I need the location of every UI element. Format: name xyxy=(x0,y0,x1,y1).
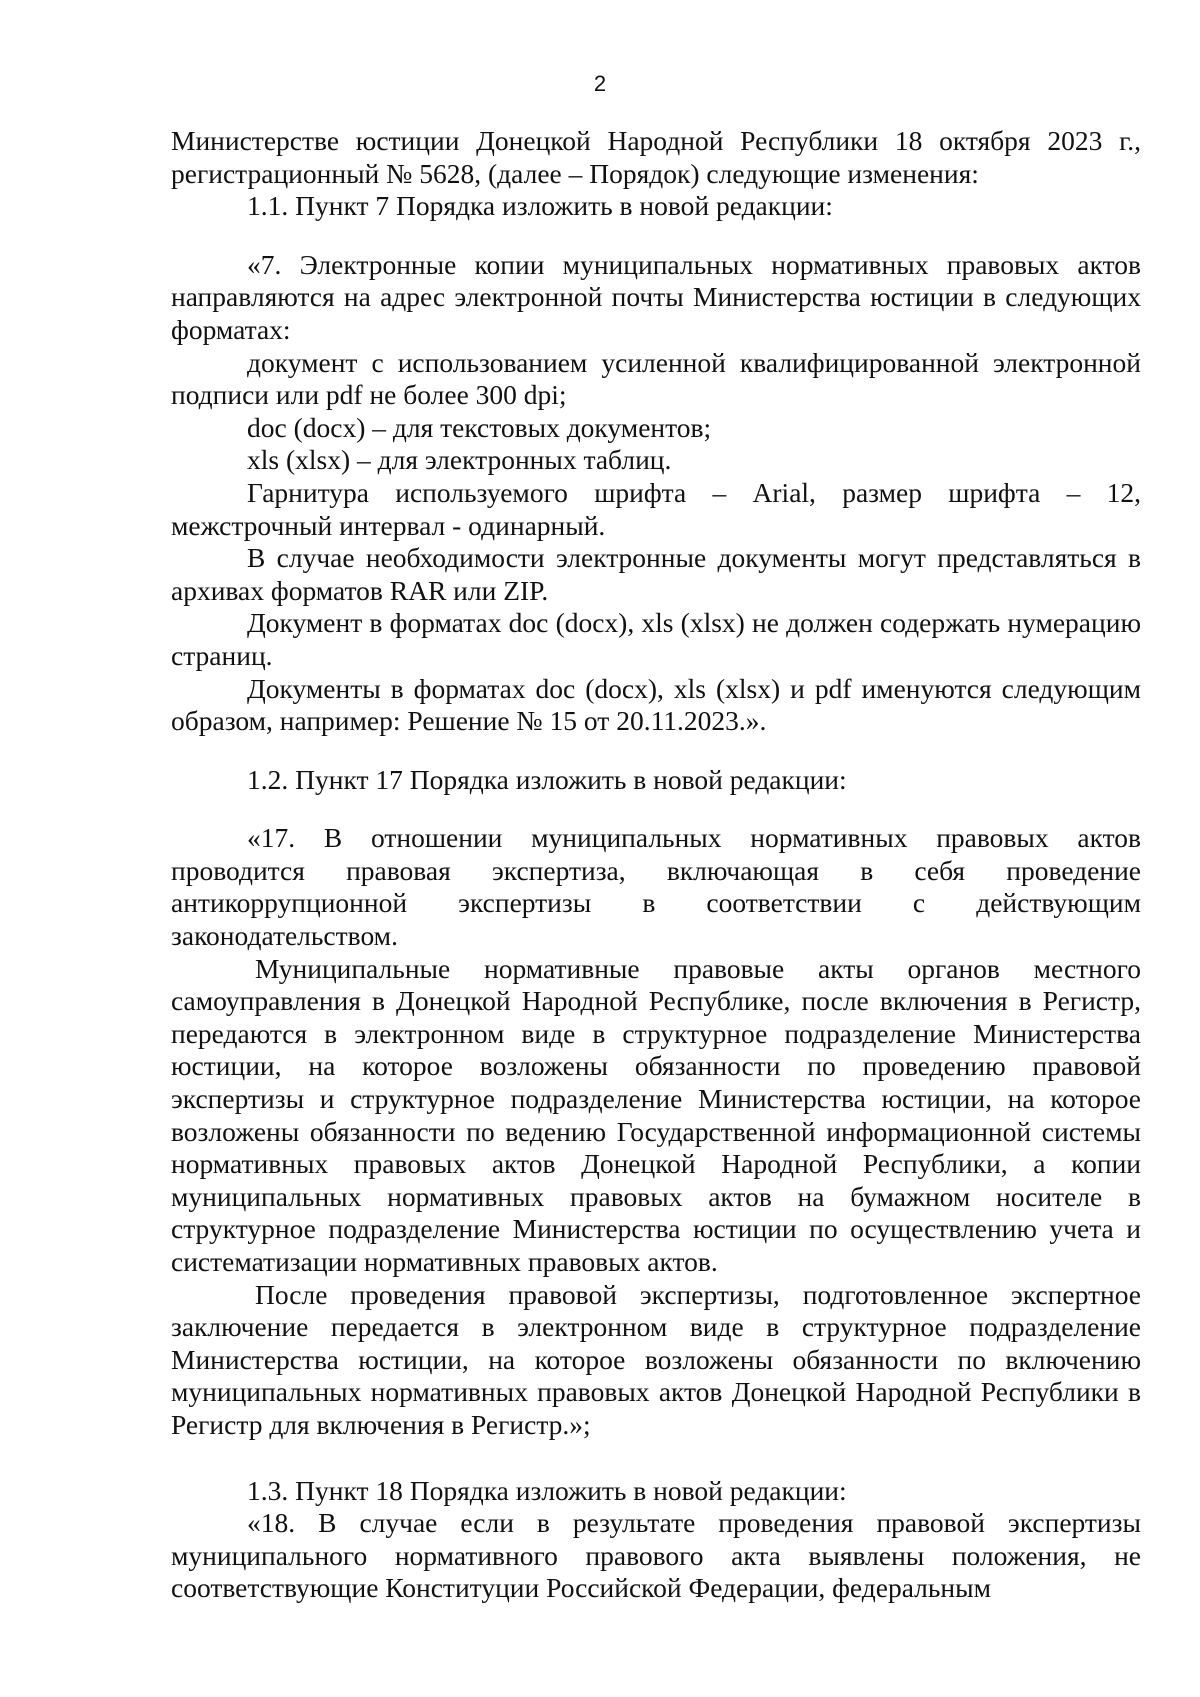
paragraph-archives: В случае необходимости электронные документы могут представляться в архивах форматов RAR или ZIP. xyxy=(171,542,1141,606)
page-number: 2 xyxy=(593,71,607,96)
paragraph-point-17: «17. В отношении муниципальных нормативных правовых актов проводится правовая экспертиза, включающая в себя проведение антикоррупционной экспертизы в соответствии с действующим законодательством. xyxy=(171,822,1141,952)
paragraph-point-7: «7. Электронные копии муниципальных нормативных правовых актов направляются на адрес электронной почты Министерства юстиции в следующих форматах: xyxy=(171,248,1141,345)
paragraph-expert-conclusion: После проведения правовой экспертизы, подготовленное экспертное заключение передается в электронном виде в структурное подразделение Министерства юстиции, на которое возложены обязанности по включению муниципальных нормативных правовых актов Донецкой Народной Республики в Регистр для включения в Регистр.»; xyxy=(171,1278,1141,1440)
paragraph-intro-continuation: Министерстве юстиции Донецкой Народной Республики 18 октября 2023 г., регистрационный № 5628, (далее – Порядок) следующие изменения: xyxy=(171,125,1141,189)
paragraph-font-settings: Гарнитура используемого шрифта – Arial, размер шрифта – 12, межстрочный интервал - одинарный. xyxy=(171,476,1141,541)
paragraph-point-18: «18. В случае если в результате проведения правовой экспертизы муниципального нормативного правового акта выявлены положения, не соответствующие Конституции Российской Федерации, федеральным xyxy=(171,1507,1141,1604)
paragraph-item-1-2: 1.2. Пункт 17 Порядка изложить в новой редакции: xyxy=(247,763,847,795)
document-body xyxy=(171,125,1141,1605)
paragraph-item-1-3: 1.3. Пункт 18 Порядка изложить в новой редакции: xyxy=(247,1474,847,1506)
paragraph-format-doc: doc (docx) – для текстовых документов; xyxy=(247,411,712,443)
paragraph-naming: Документы в форматах doc (docx), xls (xlsx) и pdf именуются следующим образом, например: Решение № 15 от 20.11.2023.». xyxy=(171,672,1141,737)
paragraph-no-numbering: Документ в форматах doc (docx), xls (xlsx) не должен содержать нумерацию страниц. xyxy=(171,607,1141,671)
paragraph-format-signed: документ с использованием усиленной квалифицированной электронной подписи или pdf не более 300 dpi; xyxy=(171,346,1141,411)
paragraph-item-1-1: 1.1. Пункт 7 Порядка изложить в новой редакции: xyxy=(247,190,833,222)
paragraph-format-xls: xls (xlsx) – для электронных таблиц. xyxy=(247,444,672,476)
paragraph-transfer-acts: Муниципальные нормативные правовые акты органов местного самоуправления в Донецкой Народной Республике, после включения в Регистр, передаются в электронном виде в структурное подразделение Министерства юстиции, на которое возложены обязанности по проведению правовой экспертизы и структурное подразделение Министерства юстиции, на которое возложены обязанности по ведению Государственной информационной системы нормативных правовых актов Донецкой Народной Республики, а копии муниципальных нормативных правовых актов на бумажном носителе в структурное подразделение Министерства юстиции по осуществлению учета и систематизации нормативных правовых актов. xyxy=(171,952,1141,1277)
